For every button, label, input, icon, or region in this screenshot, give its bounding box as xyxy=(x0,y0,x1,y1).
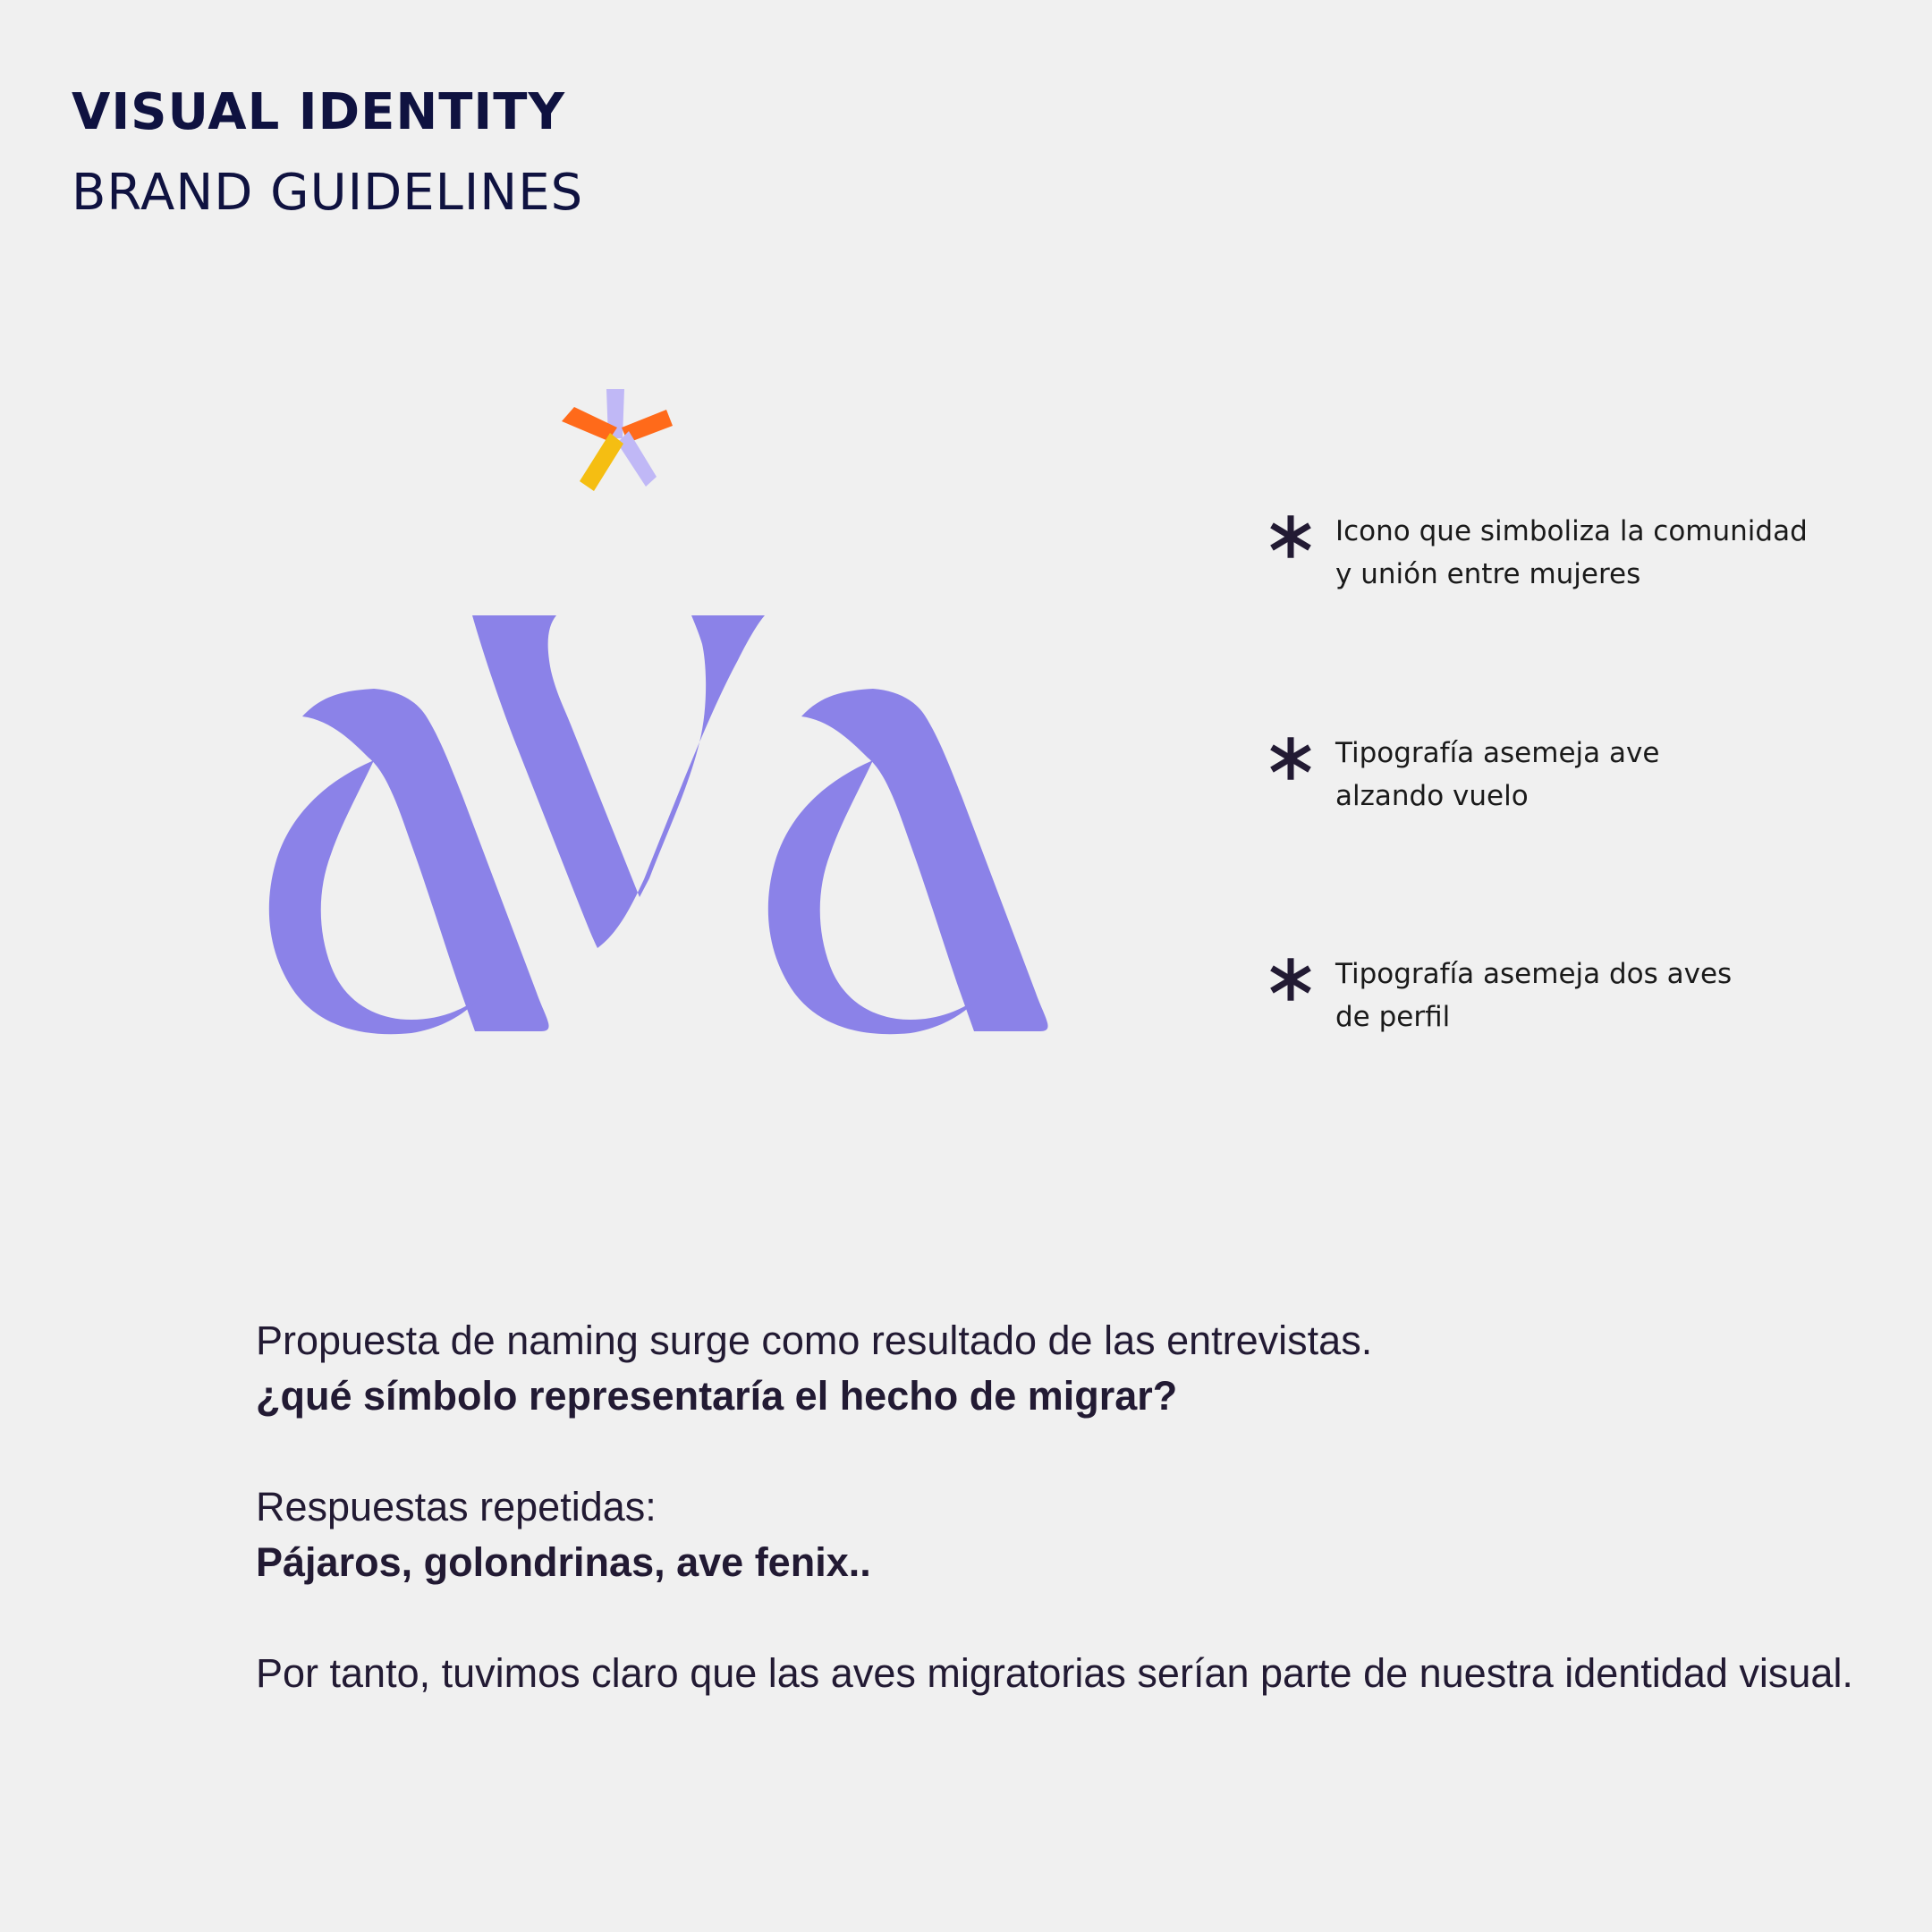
intro-text: Propuesta de naming surge como resultado de las entrevistas. xyxy=(256,1318,1373,1363)
conclusion-text: Por tanto, tuvimos claro que las aves migratorias serían parte de nuestra identidad visual. xyxy=(256,1650,1853,1696)
page-title: VISUAL IDENTITY xyxy=(72,83,566,141)
ava-logo xyxy=(224,376,1082,1055)
question-text: ¿qué símbolo representaría el hecho de migrar? xyxy=(256,1373,1178,1419)
asterisk-icon xyxy=(1266,733,1316,784)
asterisk-icon xyxy=(1266,954,1316,1004)
answers-text: Pájaros, golondrinas, ave fenix.. xyxy=(256,1539,871,1585)
ava-logo-graphic xyxy=(224,376,1082,1055)
page-subtitle: BRAND GUIDELINES xyxy=(72,164,584,222)
feature-text: Tipografía asemeja dos aves de perfil xyxy=(1335,958,1733,1033)
page-header xyxy=(72,79,583,227)
community-asterisk-icon xyxy=(562,389,673,491)
letter-a-left xyxy=(269,689,549,1034)
letter-v-center xyxy=(472,615,765,948)
body-copy xyxy=(256,1313,1866,1701)
feature-text: Tipografía asemeja ave alzando vuelo xyxy=(1335,737,1660,812)
feature-text: Icono que simboliza la comunidad y unión entre mujeres xyxy=(1335,515,1808,590)
asterisk-icon xyxy=(1266,512,1316,562)
letter-a-right xyxy=(768,689,1048,1034)
answers-label: Respuestas repetidas: xyxy=(256,1484,657,1530)
